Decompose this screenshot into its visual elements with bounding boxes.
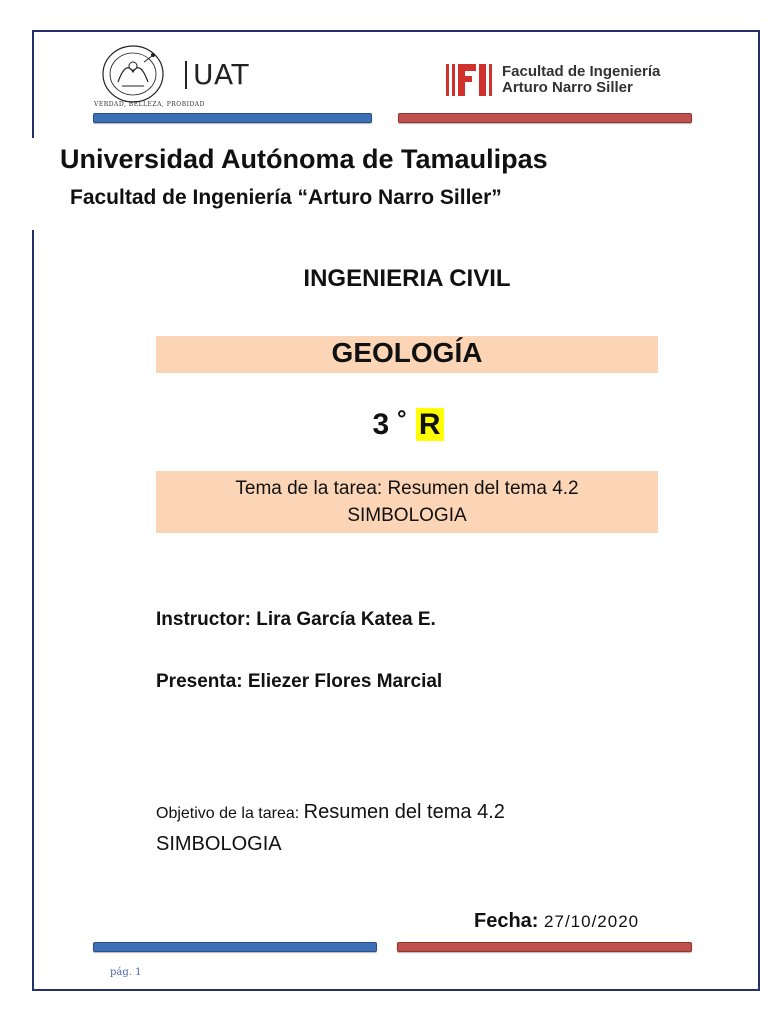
bottom-blue-bar: [93, 942, 377, 952]
university-name: Universidad Autónoma de Tamaulipas: [60, 144, 548, 174]
university-seal-icon: [96, 42, 188, 110]
uat-logo: [185, 58, 249, 91]
uat-logo-text: UAT: [193, 58, 250, 91]
objective: [156, 797, 636, 861]
objective-label: Objetivo de la tarea:: [156, 805, 300, 822]
group-section: R: [416, 408, 444, 441]
objective-value-line2: SIMBOLOGIA: [156, 833, 282, 855]
topic-text: [156, 475, 658, 529]
faculty-logo: [446, 62, 660, 98]
bottom-red-bar: [397, 942, 692, 952]
group-semester: 3 ˚: [372, 408, 408, 441]
topic-line2: SIMBOLOGIA: [347, 505, 467, 526]
topic-line1: Tema de la tarea: Resumen del tema 4.2: [235, 478, 579, 499]
career-title: INGENIERIA CIVIL: [303, 265, 511, 292]
date: [474, 910, 639, 933]
subject-title: GEOLOGÍA: [331, 337, 483, 368]
page-number: pág. 1: [110, 967, 142, 978]
faculty-name: Facultad de Ingeniería “Arturo Narro Siller”: [70, 186, 502, 209]
seal-motto: VERDAD, BELLEZA, PROBIDAD: [94, 101, 205, 108]
objective-value: Resumen del tema 4.2: [303, 801, 505, 823]
instructor: Instructor: Lira García Katea E.: [156, 609, 436, 630]
uat-logo-divider: [185, 61, 187, 89]
fi-logo-line2: Arturo Narro Siller: [502, 79, 633, 96]
fi-logo-text: [502, 64, 660, 96]
frame-gap: [29, 138, 37, 230]
top-blue-bar: [93, 113, 372, 123]
fi-logo-icon: [446, 62, 494, 98]
date-value: 27/10/2020: [544, 912, 640, 931]
date-label: Fecha:: [474, 910, 539, 932]
top-red-bar: [398, 113, 692, 123]
fi-logo-line1: Facultad de Ingeniería: [502, 63, 661, 80]
presenter: Presenta: Eliezer Flores Marcial: [156, 671, 443, 692]
group-label: [0, 408, 768, 442]
